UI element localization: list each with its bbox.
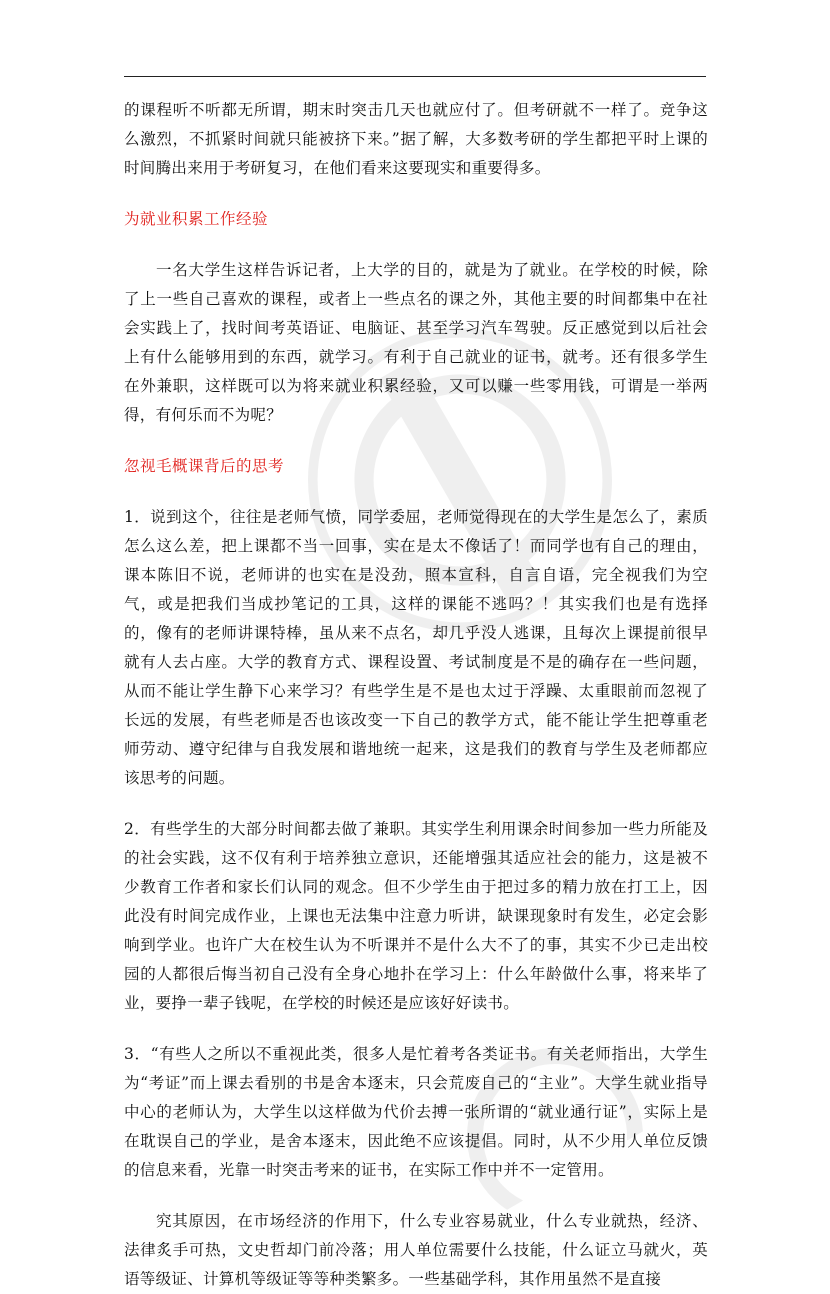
paragraph-continuation: 的课程听不听都无所谓，期末时突击几天也就应付了。但考研就不一样了。竞争这么激烈，不抓紧时间就只能被挤下来。”据了解，大多数考研的学生都把平时上课的时间腾出来用于考研复习，在他们看来这要现实和重要得多。 xyxy=(124,101,708,177)
section-heading-reflection: 忽视毛概课背后的思考 xyxy=(124,457,285,475)
document-body xyxy=(124,96,708,1294)
section-heading-employment: 为就业积累工作经验 xyxy=(124,210,269,228)
paragraph-causes: 究其原因，在市场经济的作用下，什么专业容易就业，什么专业就热，经济、法律炙手可热，文史哲却门前冷落；用人单位需要什么技能，什么证立马就火，英语等级证、计算机等级证等等种类繁多。一些基础学科，其作用虽然不是直接 xyxy=(124,1212,708,1288)
header-rule xyxy=(124,76,706,77)
paragraph-employment: 一名大学生这样告诉记者，上大学的目的，就是为了就业。在学校的时候，除了上一些自己喜欢的课程，或者上一些点名的课之外，其他主要的时间都集中在社会实践上了，找时间考英语证、电脑证、甚至学习汽车驾驶。反正感觉到以后社会上有什么能够用到的东西，就学习。有利于自己就业的证书，就考。还有很多学生在外兼职，这样既可以为将来就业积累经验，又可以赚一些零用钱，可谓是一举两得，有何乐而不为呢？ xyxy=(124,261,708,424)
paragraph-point-3: 3．“有些人之所以不重视此类，很多人是忙着考各类证书。有关老师指出，大学生为“考证”而上课去看别的书是舍本逐末，只会荒废自己的“主业”。大学生就业指导中心的老师认为，大学生以这样做为代价去搏一张所谓的“就业通行证”，实际上是在耽误自己的学业，是舍本逐末，因此绝不应该提倡。同时，从不少用人单位反馈的信息来看，光靠一时突击考来的证书，在实际工作中并不一定管用。 xyxy=(124,1045,708,1179)
paragraph-point-1: 1．说到这个，往往是老师气愤，同学委屈，老师觉得现在的大学生是怎么了，素质怎么这么差，把上课都不当一回事，实在是太不像话了！而同学也有自己的理由，课本陈旧不说，老师讲的也实在是没劲，照本宣科，自言自语，完全视我们为空气，或是把我们当成抄笔记的工具，这样的课能不逃吗？！其实我们也是有选择的，像有的老师讲课特棒，虽从来不点名，却几乎没人逃课，且每次上课提前很早就有人去占座。大学的教育方式、课程设置、考试制度是不是的确存在一些问题，从而不能让学生静下心来学习？有些学生是不是也太过于浮躁、太重眼前而忽视了长远的发展，有些老师是否也该改变一下自己的教学方式，能不能让学生把尊重老师劳动、遵守纪律与自我发展和谐地统一起来，这是我们的教育与学生及老师都应该思考的问题。 xyxy=(124,508,708,787)
paragraph-point-2: 2．有些学生的大部分时间都去做了兼职。其实学生利用课余时间参加一些力所能及的社会实践，这不仅有利于培养独立意识，还能增强其适应社会的能力，这是被不少教育工作者和家长们认同的观念。但不少学生由于把过多的精力放在打工上，因此没有时间完成作业，上课也无法集中注意力听讲，缺课现象时有发生，必定会影响到学业。也许广大在校生认为不听课并不是什么大不了的事，其实不少已走出校园的人都很后悔当初自己没有全身心地扑在学习上：什么年龄做什么事，将来毕了业，要挣一辈子钱呢，在学校的时候还是应该好好读书。 xyxy=(124,820,708,1012)
